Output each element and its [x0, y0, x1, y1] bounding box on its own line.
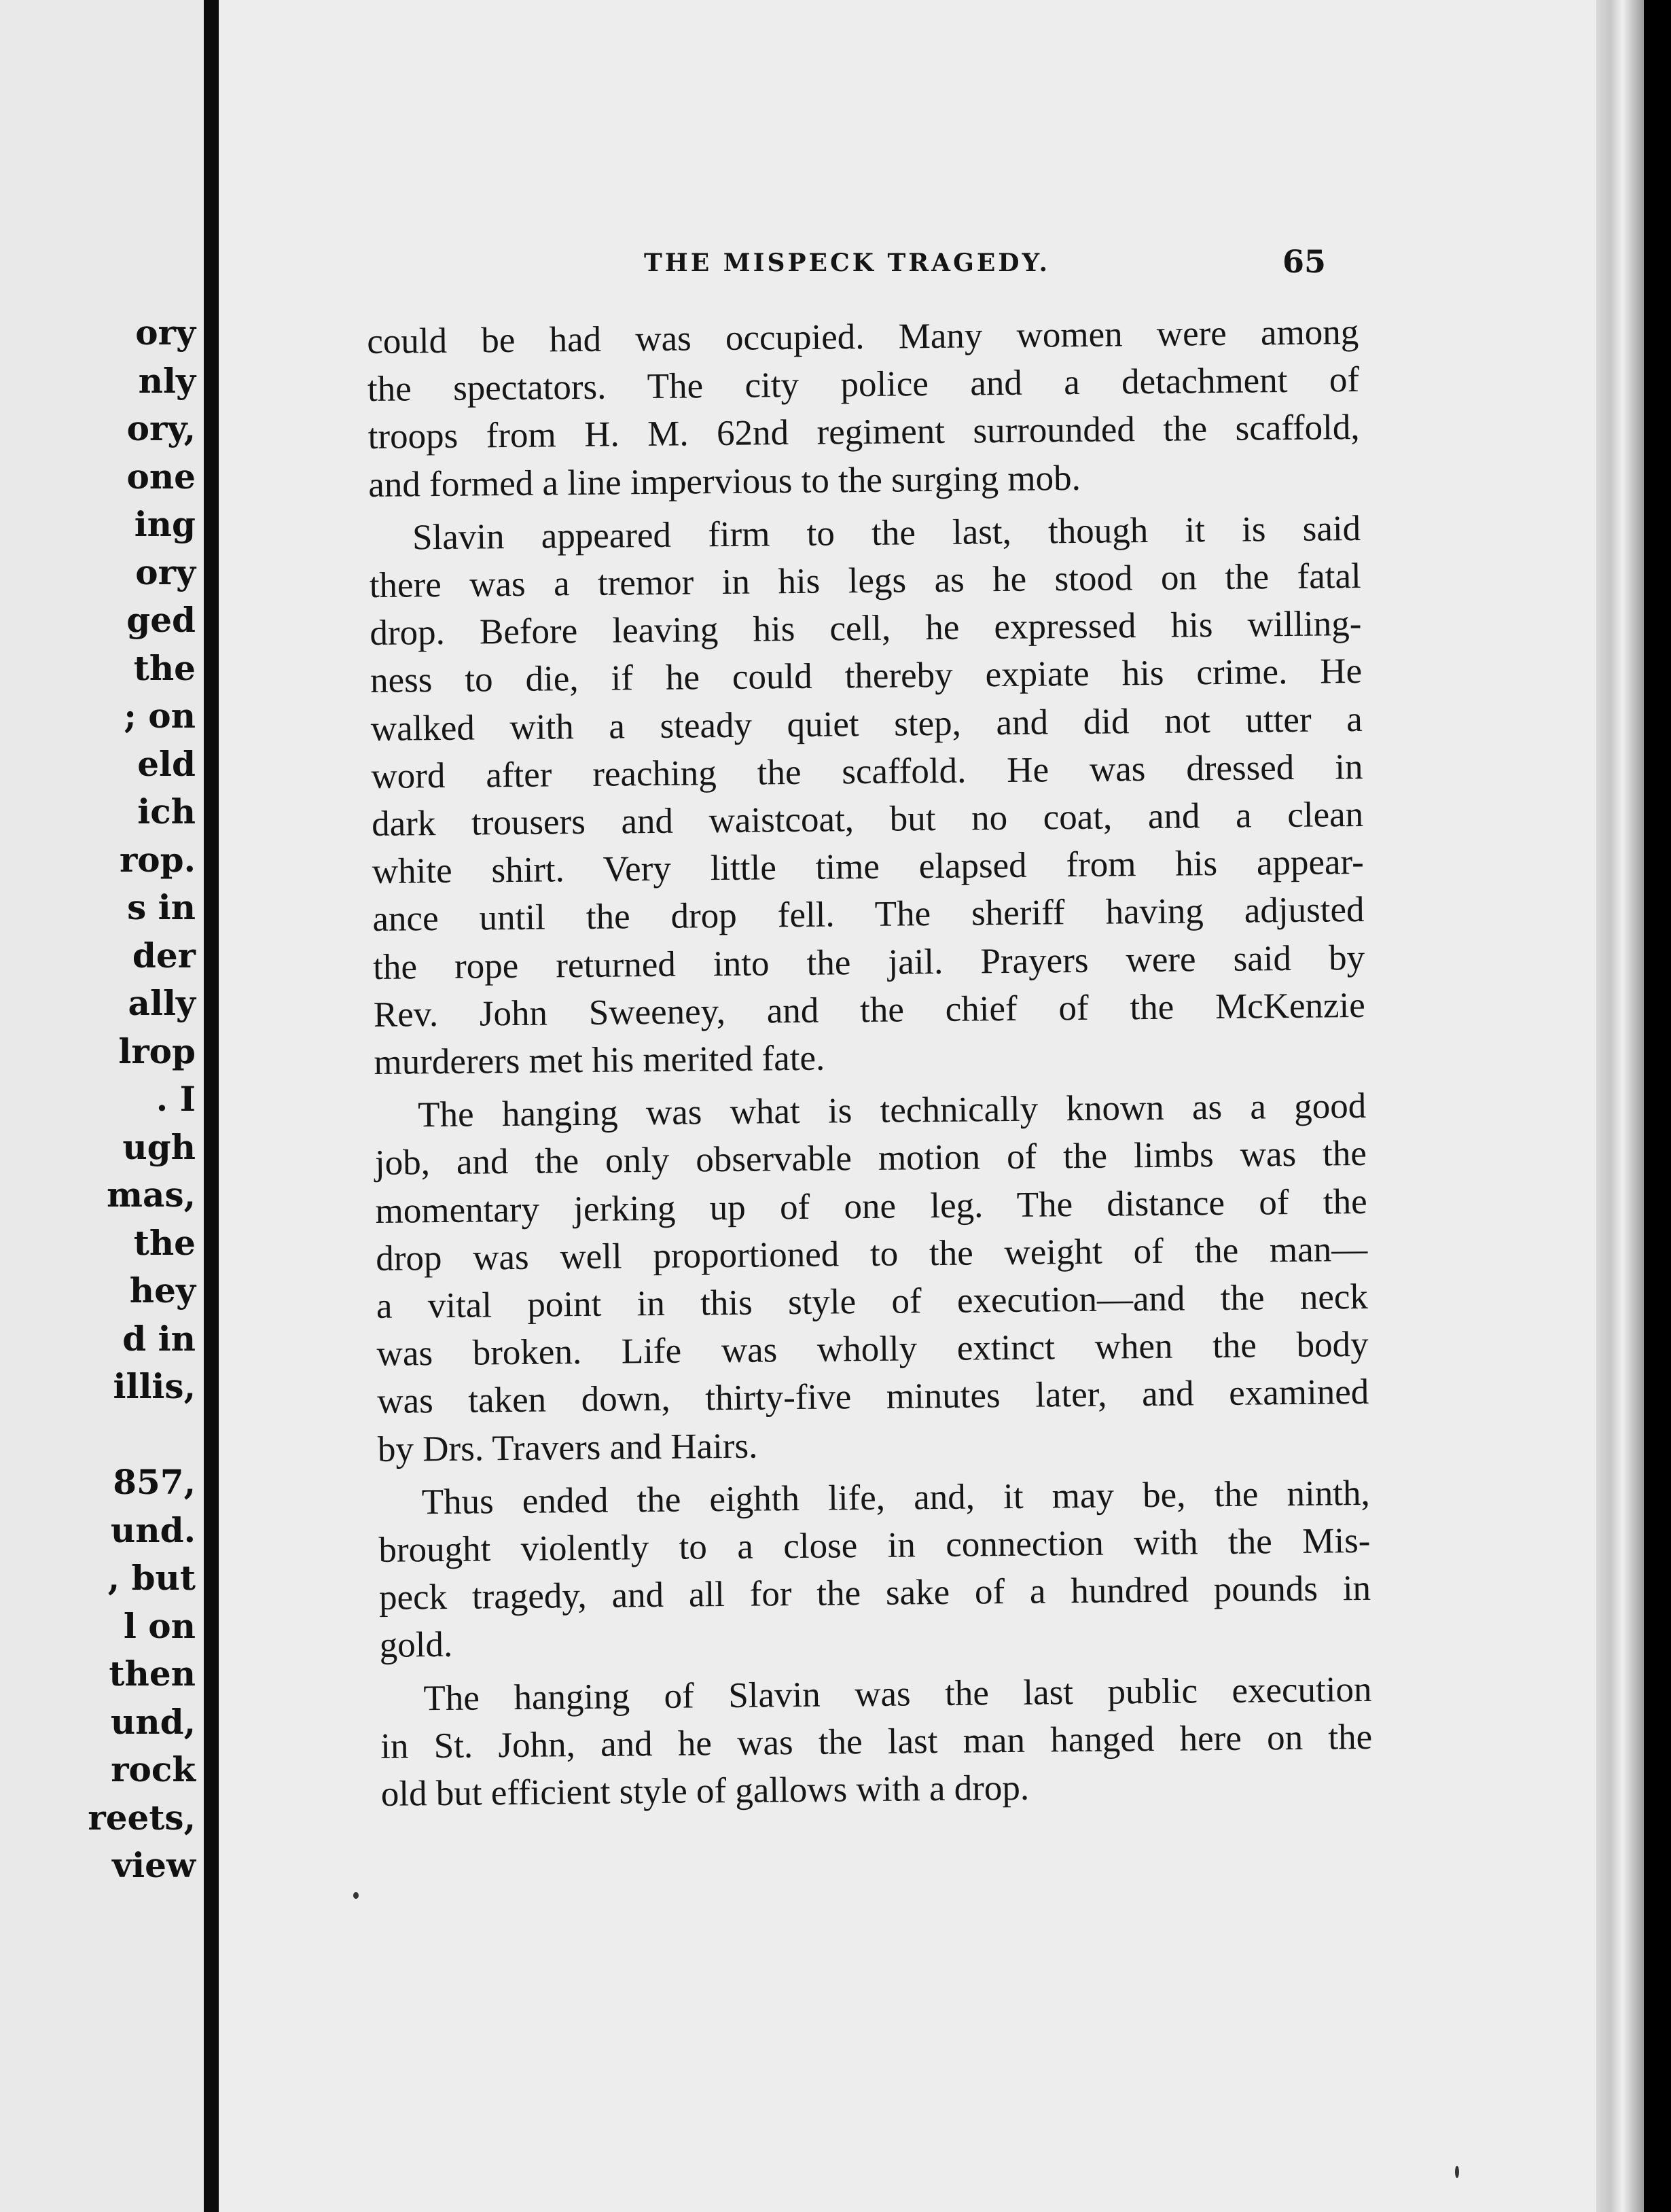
- facing-page-fragment: view: [112, 1845, 196, 1885]
- facing-page-fragment: 857,: [113, 1462, 196, 1502]
- facing-page-fragment: , but: [107, 1558, 196, 1598]
- facing-page-fragment: s in: [127, 887, 196, 927]
- text-line: murderers met his merited fate.: [374, 1038, 825, 1082]
- ink-speck: [353, 1892, 359, 1899]
- facing-page-fragment: nly: [138, 360, 196, 401]
- text-line: gold.: [379, 1625, 453, 1666]
- text-line: dark trousers and waistcoat, but no coat, and a clean: [371, 794, 1364, 844]
- facing-page-fragment: ory: [135, 552, 196, 592]
- text-line: in St. John, and he was the last man hanged here on the: [380, 1717, 1373, 1766]
- facing-page-fragment: l on: [123, 1605, 196, 1646]
- text-line: the rope returned into the jail. Prayers were said by: [372, 938, 1365, 987]
- text-line: Thus ended the eighth life, and, it may be, the ninth,: [421, 1473, 1370, 1522]
- facing-page-left: [0, 0, 204, 2212]
- text-line: brought violently to a close in connection with the Mis-: [378, 1520, 1371, 1570]
- text-line: was broken. Life was wholly extinct when the body: [376, 1325, 1369, 1374]
- text-line: old but efficient style of gallows with a drop.: [380, 1768, 1030, 1814]
- facing-page-fragment: ugh: [122, 1126, 196, 1167]
- facing-page-fragment: und.: [110, 1510, 196, 1550]
- facing-page-fragment: illis,: [113, 1366, 196, 1406]
- paragraph: [380, 1666, 1373, 1819]
- ink-speck: [1455, 2166, 1459, 2178]
- scan-border: [1644, 0, 1671, 2212]
- text-line: was taken down, thirty-five minutes later, and examined: [377, 1372, 1369, 1422]
- text-line: troops from H. M. 62nd regiment surrounded the scaffold,: [367, 408, 1360, 457]
- text-line: and formed a line impervious to the surging mob.: [368, 458, 1081, 505]
- facing-page-fragment: lrop: [118, 1031, 196, 1071]
- text-line: ness to die, if he could thereby expiate his crime. He: [370, 652, 1363, 701]
- paragraph: [367, 308, 1361, 509]
- text-line: white shirt. Very little time elapsed from his appear-: [372, 842, 1365, 892]
- facing-page-fragment: the: [133, 1222, 196, 1263]
- book-gutter: [204, 0, 219, 2212]
- facing-page-fragment: rop.: [119, 839, 196, 880]
- text-line: The hanging of Slavin was the last public execution: [423, 1669, 1372, 1718]
- facing-page-fragment: one: [126, 456, 196, 497]
- facing-page-fragment: rock: [111, 1749, 196, 1789]
- facing-page-text-fragments: [88, 309, 196, 1890]
- facing-page-fragment: ich: [137, 791, 196, 832]
- page-edge: [1596, 0, 1644, 2212]
- text-line: word after reaching the scaffold. He was dressed in: [371, 747, 1363, 796]
- facing-page-fragment: ory: [135, 313, 196, 353]
- body-text: [367, 308, 1373, 1823]
- facing-page-fragment: eld: [137, 743, 196, 784]
- facing-page-fragment: [88, 1411, 196, 1459]
- paragraph: [378, 1469, 1371, 1670]
- facing-page-fragment: ing: [134, 504, 196, 544]
- text-line: drop. Before leaving his cell, he expressed his willing-: [370, 604, 1362, 654]
- text-line: momentary jerking up of one leg. The distance of the: [375, 1181, 1367, 1231]
- text-line: drop was well proportioned to the weight of the man—: [376, 1229, 1368, 1279]
- facing-page-fragment: d in: [122, 1318, 196, 1359]
- text-line: there was a tremor in his legs as he stood on the fatal: [369, 556, 1361, 605]
- text-line: peck tragedy, and all for the sake of a hundred pounds in: [378, 1569, 1371, 1618]
- text-line: ance until the drop fell. The sheriff having adjusted: [372, 890, 1365, 940]
- facing-page-fragment: mas,: [107, 1175, 196, 1215]
- facing-page-fragment: then: [109, 1654, 196, 1694]
- paragraph: [374, 1082, 1369, 1474]
- text-line: by Drs. Travers and Hairs.: [377, 1426, 758, 1469]
- text-line: Rev. John Sweeney, and the chief of the McKenzie: [373, 985, 1366, 1035]
- facing-page-fragment: the: [133, 647, 196, 688]
- running-head: THE MISPECK TRAGEDY.: [644, 249, 1051, 277]
- facing-page-fragment: ged: [126, 600, 196, 640]
- text-line: Slavin appeared firm to the last, though it is said: [412, 508, 1361, 558]
- facing-page-fragment: ally: [128, 983, 196, 1023]
- text-line: a vital point in this style of execution—and the neck: [376, 1277, 1369, 1326]
- facing-page-fragment: der: [132, 935, 196, 976]
- facing-page-fragment: hey: [129, 1270, 196, 1310]
- text-line: walked with a steady quiet step, and did not utter a: [370, 699, 1363, 749]
- facing-page-fragment: ory,: [126, 408, 196, 448]
- page-number: 65: [1282, 243, 1327, 280]
- text-line: The hanging was what is technically known as a good: [417, 1086, 1367, 1135]
- text-line: could be had was occupied. Many women were among: [367, 312, 1359, 361]
- facing-page-fragment: . I: [156, 1079, 196, 1119]
- text-line: job, and the only observable motion of the limbs was the: [374, 1134, 1367, 1183]
- facing-page-fragment: und,: [110, 1701, 196, 1742]
- facing-page-fragment: ; on: [124, 696, 196, 736]
- paragraph: [369, 505, 1366, 1086]
- text-line: the spectators. The city police and a detachment of: [367, 360, 1360, 410]
- facing-page-fragment: reets,: [88, 1797, 196, 1838]
